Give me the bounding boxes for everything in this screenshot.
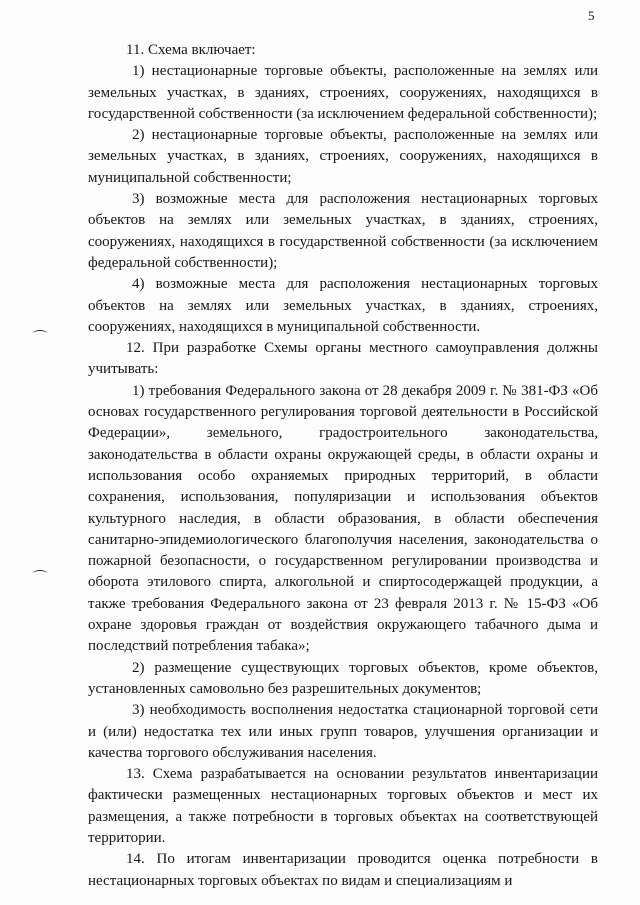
document-body bbox=[88, 40, 598, 892]
paragraph-14: 14. По итогам инвентаризации проводится оценка потребности в нестационарных торговых объектах по видам и специализациям и bbox=[88, 851, 598, 889]
paragraph-12-item-3: 3) необходимость восполнения недостатка стационарной торговой сети и (или) недостатка тех или иных групп товаров, улучшения организации и качества торгового обслуживания населения. bbox=[88, 702, 598, 761]
paragraph-13: 13. Схема разрабатывается на основании результатов инвентаризации фактически размещенных нестационарных торговых объектов и мест их размещения, а также потребности в торговых объектах на соответствующей территории. bbox=[88, 766, 598, 846]
paragraph-11-item-1: 1) нестационарные торговые объекты, расположенные на землях или земельных участках, в зданиях, строениях, сооружениях, находящихся в государственной собственности (за исключением федеральной собственности); bbox=[88, 63, 598, 122]
paragraph-11: 11. Схема включает: bbox=[126, 42, 256, 58]
paragraph-11-item-2: 2) нестационарные торговые объекты, расположенные на землях или земельных участках, в зданиях, строениях, сооружениях, находящихся в муниципальной собственности; bbox=[88, 127, 598, 186]
paragraph-12-item-1: 1) требования Федерального закона от 28 декабря 2009 г. № 381-ФЗ «Об основах государственного регулирования торговой деятельности в Российской Федерации», земельного, градостроительного законодательства, законодательства в области охраны окружающей среды, в области охраны и использования особо охраняемых природных территорий, в области сохранения, использования, популяризации и использования объектов культурного наследия, в области образования, в области обеспечения санитарно-эпидемиологического благополучия населения, законодательства о пожарной безопасности, о государственном регулировании производства и оборота этилового спирта, алкогольной и спиртосодержащей продукции, а также требования Федерального закона от 23 февраля 2013 г. № 15-ФЗ «Об охране здоровья граждан от воздействия окружающего табачного дыма и последствий потребления табака»; bbox=[88, 382, 598, 655]
margin-mark bbox=[33, 330, 47, 337]
paragraph-11-item-4: 4) возможные места для расположения нестационарных торговых объектов на землях или земельных участках, в зданиях, строениях, сооружениях, находящихся в муниципальной собственности. bbox=[88, 276, 598, 335]
paragraph-12-item-2: 2) размещение существующих торговых объектов, кроме объектов, установленных самовольно без разрешительных документов; bbox=[88, 659, 598, 697]
paragraph-11-item-3: 3) возможные места для расположения нестационарных торговых объектов на землях или земельных участках, в зданиях, строениях, сооружениях, находящихся в государственной собственности (за исключением федеральной собственности); bbox=[88, 191, 598, 271]
paragraph-12: 12. При разработке Схемы органы местного самоуправления должны учитывать: bbox=[88, 340, 598, 378]
margin-mark bbox=[33, 570, 47, 577]
page-number: 5 bbox=[588, 8, 595, 23]
